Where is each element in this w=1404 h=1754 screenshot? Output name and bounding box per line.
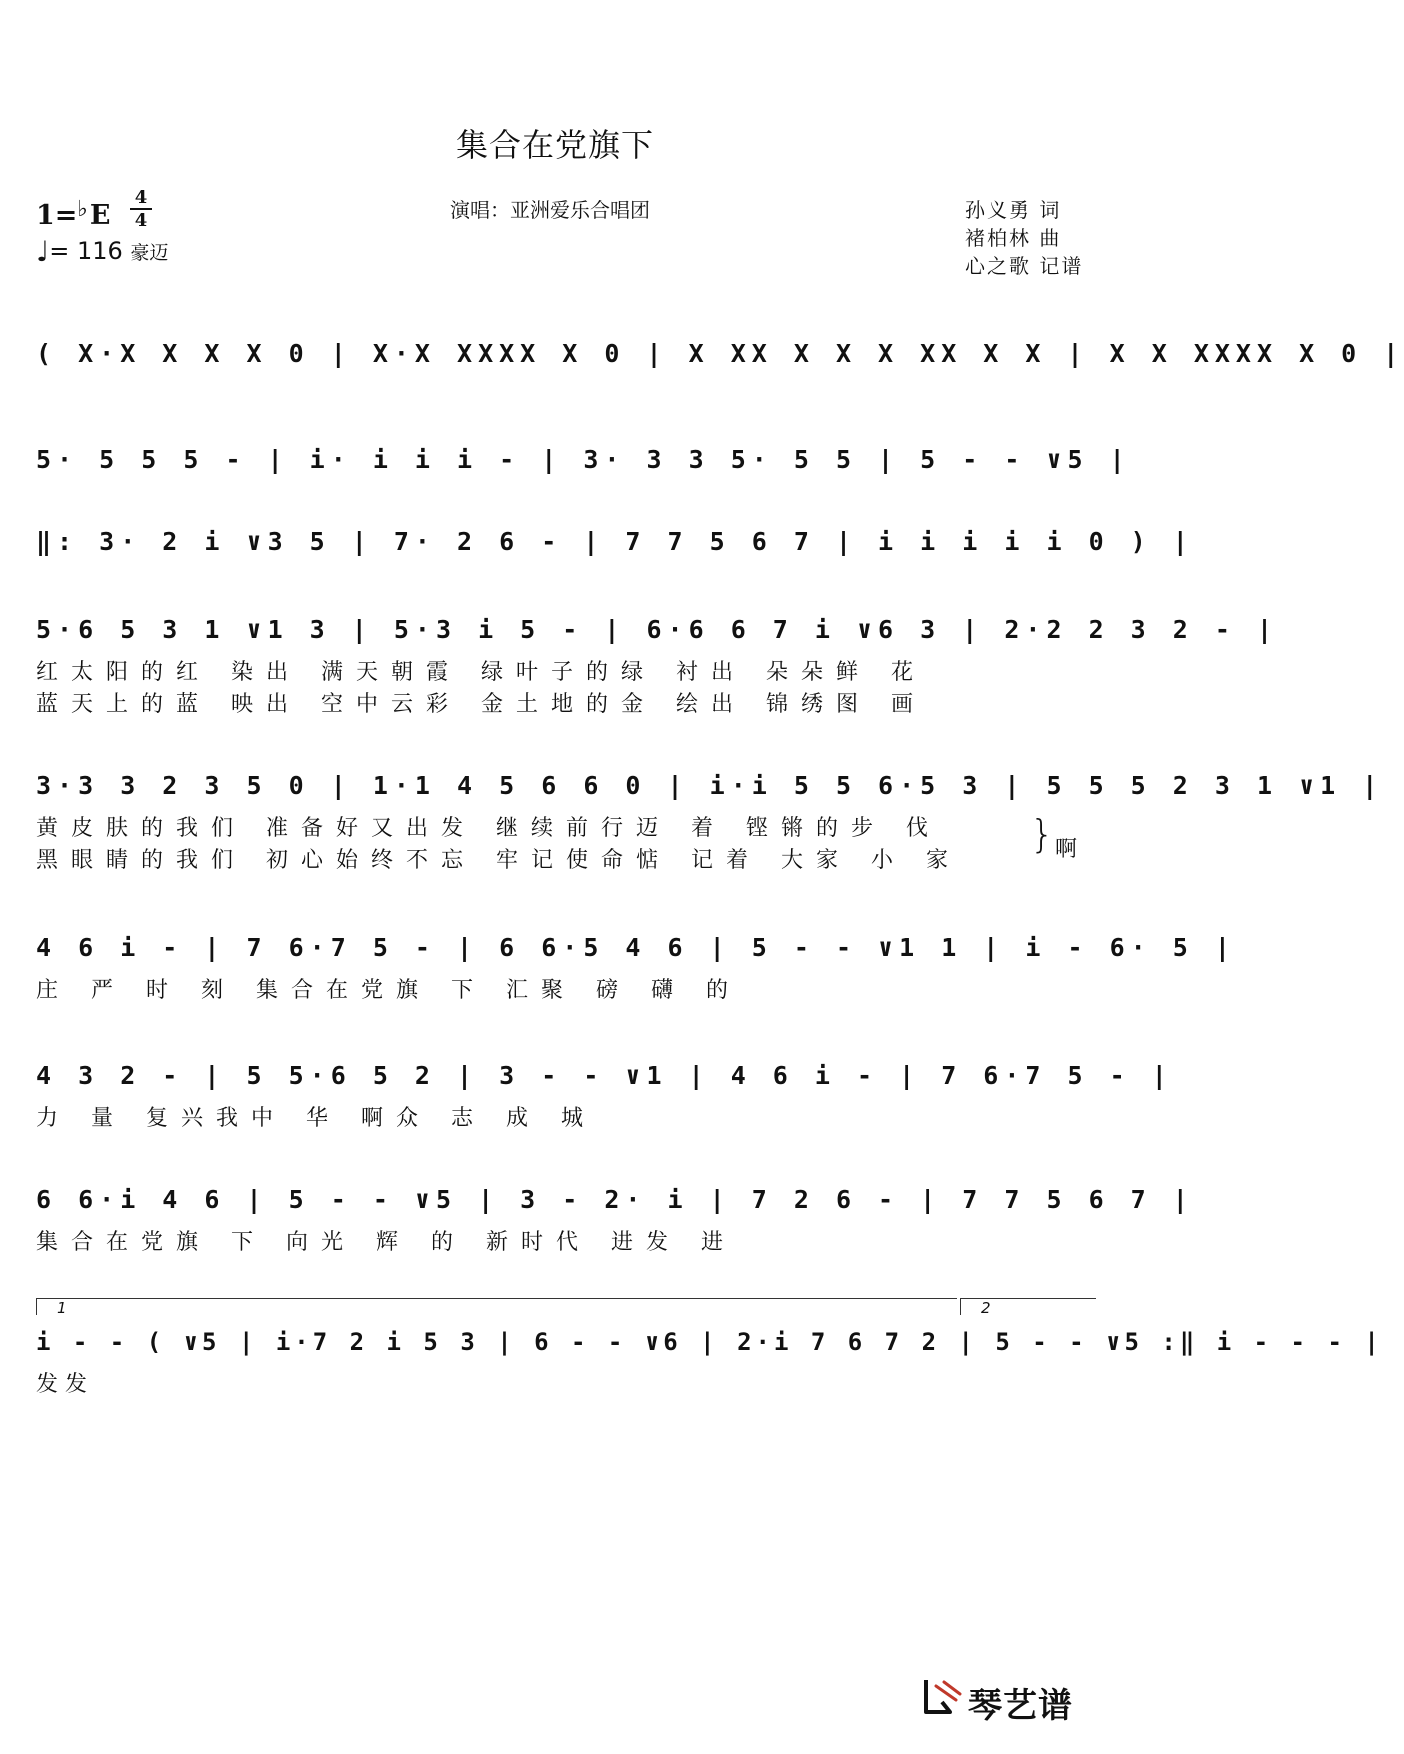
- staff-line-2: 5· 5 5 5 - | i· i i i - | 3· 3 3 5· 5 5 | 5 - - ∨5 |: [36, 445, 1131, 474]
- lyric-line-8: 集合在党旗 下 向光 辉 的 新时代 进发 进: [36, 1230, 736, 1255]
- lyric-line-6: 庄 严 时 刻 集合在党旗 下 汇聚 磅 礴 的: [36, 978, 741, 1003]
- music-note-logo-icon: [920, 1676, 964, 1720]
- composer-credit: 褚柏林 曲: [965, 226, 1062, 250]
- staff-line-4: 5·6 5 3 1 ∨1 3 | 5·3 i 5 - | 6·6 6 7 i ∨6 3 | 2·2 2 3 2 - |: [36, 615, 1279, 644]
- volta-number-second: 2: [981, 1299, 991, 1317]
- lyric-brace: }: [1030, 812, 1055, 856]
- performer: 演唱：亚洲爱乐合唱团: [450, 198, 650, 222]
- staff-line-9: i - - ( ∨5 | i·7 2 i 5 3 | 6 - - ∨6 | 2·i 7 6 7 2 | 5 - - ∨5 :‖ i - - - |: [36, 1328, 1383, 1356]
- transcriber-credit: 心之歌 记谱: [965, 254, 1084, 278]
- tempo-value: = 116: [49, 237, 123, 265]
- key-letter: E: [89, 200, 111, 231]
- watermark-text: 琴艺谱: [968, 1686, 1073, 1726]
- tempo-description: 豪迈: [130, 242, 169, 264]
- volta-number-first: 1: [57, 1299, 67, 1317]
- staff-line-5: 3·3 3 2 3 5 0 | 1·1 4 5 6 6 0 | i·i 5 5 6·5 3 | 5 5 5 2 3 1 ∨1 |: [36, 771, 1384, 800]
- lyric-line-7: 力 量 复兴我中 华 啊众 志 成 城: [36, 1106, 596, 1131]
- staff-line-8: 6 6·i 4 6 | 5 - - ∨5 | 3 - 2· i | 7 2 6 - | 7 7 5 6 7 |: [36, 1185, 1194, 1214]
- lyricist-credit: 孙义勇 词: [965, 198, 1062, 222]
- lyric-line-4-verse-1: 红太阳的红 染出 满天朝霞 绿叶子的绿 衬出 朵朵鲜 花: [36, 660, 926, 685]
- lyric-aside: 啊: [1055, 837, 1078, 862]
- staff-line-7: 4 3 2 - | 5 5·6 5 2 | 3 - - ∨1 | 4 6 i - | 7 6·7 5 - |: [36, 1061, 1173, 1090]
- lyric-line-5-verse-1: 黄皮肤的我们 准备好又出发 继续前行迈 着 铿锵的步 伐: [36, 816, 941, 841]
- lyric-line-9: 发 发: [36, 1372, 87, 1397]
- lyric-line-5-verse-2: 黑眼睛的我们 初心始终不忘 牢记使命惦 记着 大家 小 家: [36, 848, 961, 873]
- staff-line-6: 4 6 i - | 7 6·7 5 - | 6 6·5 4 6 | 5 - - ∨1 1 | i - 6· 5 |: [36, 933, 1236, 962]
- staff-line-1: ( X·X X X X 0 | X·X XXXX X 0 | X XX X X X XX X X | X X XXXX X 0 |: [36, 339, 1404, 368]
- staff-line-3: ‖: 3· 2 i ∨3 5 | 7· 2 6 - | 7 7 5 6 7 | i i i i i 0 ) |: [36, 527, 1194, 556]
- tempo-marking: [36, 235, 168, 268]
- song-title: 集合在党旗下: [455, 126, 654, 164]
- watermark-logo: [920, 1676, 1090, 1726]
- flat-sign: ♭: [77, 196, 88, 222]
- time-signature-bottom: 4: [134, 210, 148, 231]
- time-signature-top: 4: [134, 187, 148, 208]
- quarter-note-icon: ♩: [36, 235, 50, 268]
- key-prefix: 1=: [36, 200, 78, 231]
- lyric-line-4-verse-2: 蓝天上的蓝 映出 空中云彩 金土地的金 绘出 锦绣图 画: [36, 692, 926, 717]
- time-signature: [130, 188, 152, 230]
- volta-bracket-first: [36, 1298, 957, 1315]
- volta-bracket-second: [960, 1298, 1096, 1315]
- key-signature: [36, 196, 110, 231]
